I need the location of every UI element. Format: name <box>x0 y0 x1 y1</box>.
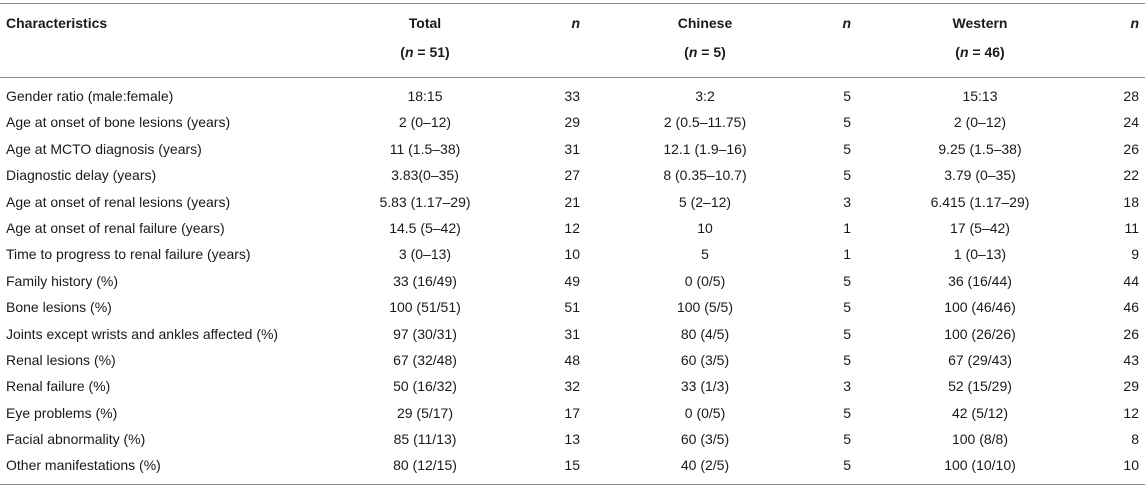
cell-n-total: 15 <box>564 457 580 474</box>
table-bottom-rule <box>0 484 1145 485</box>
cell-n-total: 33 <box>564 88 580 104</box>
cell-n-chinese: 5 <box>843 299 851 316</box>
cell-n-total: 27 <box>564 167 580 184</box>
cell-western: 52 (15/29) <box>948 378 1012 395</box>
header-characteristics: Characteristics <box>6 15 108 31</box>
cell-n-total: 10 <box>564 246 580 263</box>
cell-n-total: 13 <box>564 431 580 448</box>
cell-n-chinese: 5 <box>843 325 851 342</box>
cell-n-chinese: 5 <box>843 88 851 104</box>
header-n-chinese: n <box>842 15 851 31</box>
cell-total: 3 (0–13) <box>398 246 452 263</box>
header-total-count: (n = 51) <box>400 44 450 60</box>
cell-western: 1 (0–13) <box>953 246 1007 263</box>
table-header-rule <box>0 77 1145 78</box>
cell-n-western: 26 <box>1123 140 1139 157</box>
table-row <box>0 189 1145 215</box>
cell-n-western: 11 <box>1124 219 1139 236</box>
cell-chinese: 3:2 <box>695 88 715 104</box>
row-label: Eye problems (%) <box>6 404 118 421</box>
cell-chinese: 60 (3/5) <box>680 351 730 368</box>
table-row <box>0 136 1145 162</box>
row-label: Time to progress to renal failure (years) <box>6 246 251 263</box>
cell-total: 11 (1.5–38) <box>389 140 461 157</box>
cell-n-western: 24 <box>1123 114 1139 131</box>
table-header <box>0 4 1145 77</box>
row-label: Joints except wrists and ankles affected (%) <box>6 325 279 342</box>
row-label: Family history (%) <box>6 272 119 289</box>
cell-total: 97 (30/31) <box>393 325 457 342</box>
table-row <box>0 426 1145 452</box>
table-row <box>0 373 1145 399</box>
cell-n-total: 48 <box>564 351 580 368</box>
cell-total: 50 (16/32) <box>393 378 457 395</box>
cell-chinese: 60 (3/5) <box>680 431 730 448</box>
cell-western: 2 (0–12) <box>953 114 1007 131</box>
row-label: Gender ratio (male:female) <box>6 88 174 104</box>
cell-chinese: 2 (0.5–11.75) <box>663 114 747 131</box>
row-label: Bone lesions (%) <box>6 299 112 316</box>
table-row <box>0 452 1145 478</box>
cell-n-total: 49 <box>564 272 580 289</box>
cell-western: 36 (16/44) <box>948 272 1012 289</box>
cell-chinese: 40 (2/5) <box>680 457 730 474</box>
cell-total: 33 (16/49) <box>393 272 457 289</box>
table-row <box>0 347 1145 373</box>
cell-n-western: 26 <box>1123 325 1139 342</box>
cell-western: 100 (8/8) <box>951 431 1009 448</box>
row-label: Age at onset of bone lesions (years) <box>6 114 231 131</box>
cell-n-western: 22 <box>1123 167 1139 184</box>
row-label: Renal failure (%) <box>6 378 111 395</box>
table-row <box>0 109 1145 135</box>
cell-n-chinese: 3 <box>843 193 851 210</box>
cell-n-western: 43 <box>1123 351 1139 368</box>
header-n-western: n <box>1130 15 1139 31</box>
cell-n-western: 28 <box>1123 88 1139 104</box>
cell-total: 2 (0–12) <box>398 114 452 131</box>
cell-n-total: 17 <box>564 404 580 421</box>
table-row <box>0 241 1145 267</box>
header-chinese: Chinese <box>677 15 733 31</box>
cell-n-western: 9 <box>1131 246 1139 263</box>
cell-chinese: 12.1 (1.9–16) <box>663 140 747 157</box>
cell-western: 100 (46/46) <box>944 299 1016 316</box>
cell-n-chinese: 3 <box>843 378 851 395</box>
row-label: Age at MCTO diagnosis (years) <box>6 140 202 157</box>
cell-western: 3.79 (0–35) <box>944 167 1016 184</box>
cell-n-western: 18 <box>1123 193 1139 210</box>
row-label: Age at onset of renal failure (years) <box>6 219 225 236</box>
cell-chinese: 100 (5/5) <box>676 299 734 316</box>
cell-chinese: 5 <box>701 246 709 263</box>
header-western-count: (n = 46) <box>955 44 1005 60</box>
cell-n-chinese: 5 <box>843 431 851 448</box>
cell-western: 15:13 <box>962 88 998 104</box>
cell-total: 14.5 (5–42) <box>389 219 461 236</box>
cell-n-total: 51 <box>564 299 580 316</box>
table-row <box>0 321 1145 347</box>
cell-n-total: 31 <box>564 325 580 342</box>
cell-n-total: 29 <box>564 114 580 131</box>
cell-n-total: 12 <box>564 219 580 236</box>
table-row <box>0 400 1145 426</box>
cell-n-chinese: 5 <box>843 404 851 421</box>
cell-chinese: 80 (4/5) <box>680 325 730 342</box>
header-total: Total <box>408 15 442 31</box>
row-label: Diagnostic delay (years) <box>6 167 157 184</box>
cell-n-chinese: 5 <box>843 167 851 184</box>
cell-chinese: 33 (1/3) <box>680 378 730 395</box>
cell-n-total: 21 <box>564 193 580 210</box>
table-row <box>0 294 1145 320</box>
cell-total: 5.83 (1.17–29) <box>379 193 471 210</box>
cell-chinese: 8 (0.35–10.7) <box>663 167 747 184</box>
row-label: Facial abnormality (%) <box>6 431 146 448</box>
cell-n-chinese: 5 <box>843 272 851 289</box>
table-row <box>0 83 1145 109</box>
cell-chinese: 0 (0/5) <box>684 272 726 289</box>
cell-n-western: 8 <box>1131 431 1139 448</box>
cell-western: 100 (10/10) <box>944 457 1016 474</box>
cell-n-chinese: 5 <box>843 140 851 157</box>
cell-total: 80 (12/15) <box>393 457 457 474</box>
cell-n-total: 32 <box>564 378 580 395</box>
cell-n-western: 44 <box>1123 272 1139 289</box>
header-n-total: n <box>571 15 580 31</box>
table-body <box>0 83 1145 479</box>
cell-western: 17 (5–42) <box>950 219 1010 236</box>
cell-n-total: 31 <box>564 140 580 157</box>
cell-chinese: 5 (2–12) <box>678 193 732 210</box>
cell-n-western: 10 <box>1123 457 1139 474</box>
cell-chinese: 0 (0/5) <box>684 404 726 421</box>
row-label: Renal lesions (%) <box>6 351 116 368</box>
cell-western: 67 (29/43) <box>948 351 1012 368</box>
cell-n-chinese: 1 <box>843 219 851 236</box>
cell-n-western: 29 <box>1123 378 1139 395</box>
cell-n-chinese: 1 <box>843 246 851 263</box>
cell-total: 100 (51/51) <box>389 299 461 316</box>
table-row <box>0 215 1145 241</box>
cell-chinese: 10 <box>697 219 713 236</box>
cell-western: 6.415 (1.17–29) <box>930 193 1030 210</box>
header-chinese-count: (n = 5) <box>684 44 726 60</box>
cell-total: 67 (32/48) <box>393 351 457 368</box>
row-label: Other manifestations (%) <box>6 457 161 474</box>
cell-n-western: 46 <box>1123 299 1139 316</box>
cell-total: 18:15 <box>407 88 443 104</box>
cell-total: 85 (11/13) <box>393 431 457 448</box>
row-label: Age at onset of renal lesions (years) <box>6 193 231 210</box>
cell-n-western: 12 <box>1123 404 1139 421</box>
table-row <box>0 268 1145 294</box>
cell-western: 9.25 (1.5–38) <box>938 140 1022 157</box>
table-row <box>0 162 1145 188</box>
cell-total: 3.83(0–35) <box>391 167 459 184</box>
cell-n-chinese: 5 <box>843 457 851 474</box>
cell-n-chinese: 5 <box>843 114 851 131</box>
header-western: Western <box>952 15 1008 31</box>
cell-total: 29 (5/17) <box>396 404 454 421</box>
cell-n-chinese: 5 <box>843 351 851 368</box>
cell-western: 100 (26/26) <box>944 325 1016 342</box>
cell-western: 42 (5/12) <box>951 404 1009 421</box>
